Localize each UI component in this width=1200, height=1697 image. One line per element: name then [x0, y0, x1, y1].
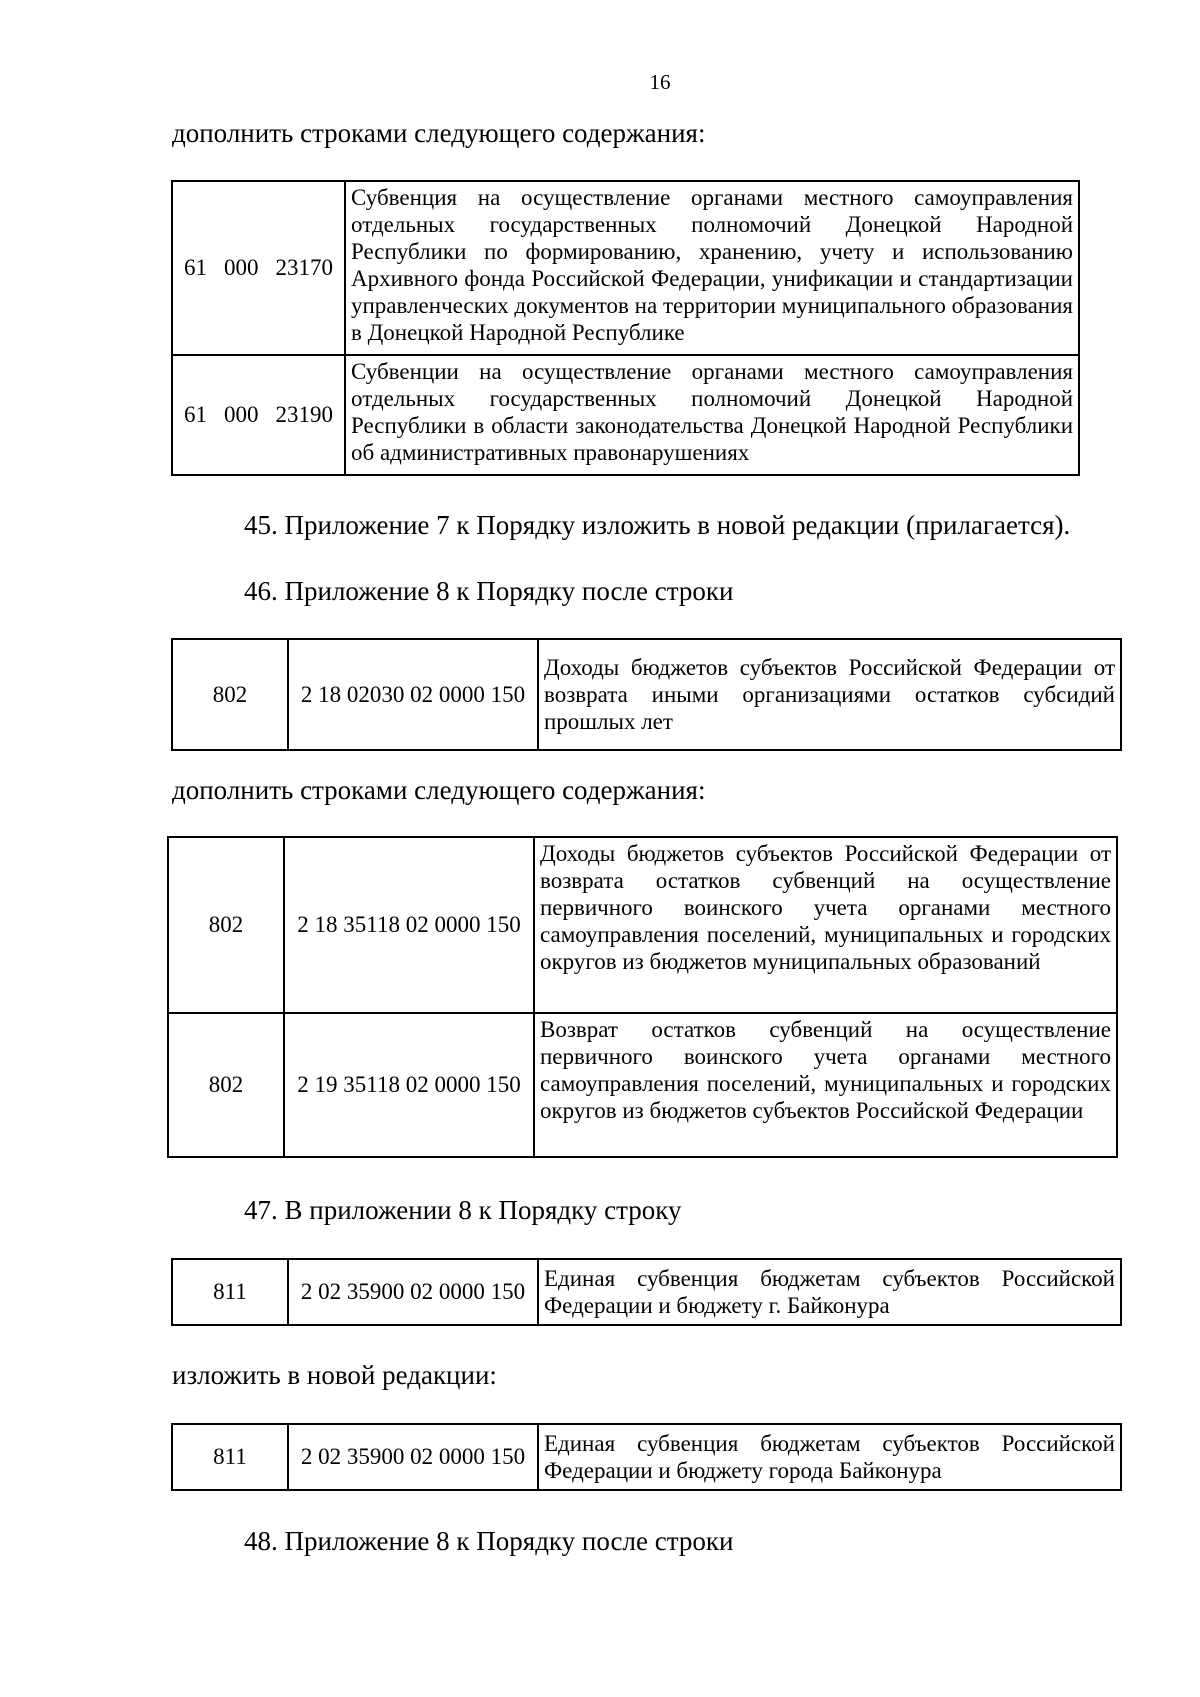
admin-code-cell: 802 [172, 639, 288, 750]
code-part: 61 [184, 255, 207, 280]
paragraph-46: 46. Приложение 8 к Порядку после строки [244, 576, 734, 606]
code-part: 23170 [275, 255, 333, 280]
admin-code-cell: 802 [168, 837, 284, 1013]
description-cell: Субвенции на осуществление органами местного самоуправления отдельных государственных полномочий Донецкой Народной Республики в области законодательства Донецкой Народной Республики об административных правонарушениях [345, 355, 1079, 475]
code-part: 000 [224, 402, 259, 427]
table-row [172, 639, 1121, 750]
budget-code-cell: 2 18 02030 02 0000 150 [288, 639, 538, 750]
table-subvention-row-original [171, 1258, 1122, 1326]
table-row [168, 837, 1117, 1013]
table-income-row-original [171, 638, 1122, 751]
table-row [172, 355, 1079, 475]
description-cell: Доходы бюджетов субъектов Российской Федерации от возврата остатков субвенций на осуществление первичного воинского учета органами местного самоуправления поселений, муниципальных и городских округов из бюджетов муниципальных образований [534, 837, 1117, 1013]
description-cell: Единая субвенция бюджетам субъектов Российской Федерации и бюджету г. Байконура [538, 1259, 1121, 1325]
description-cell: Субвенция на осуществление органами местного самоуправления отдельных государственных полномочий Донецкой Народной Республики по формированию, хранению, учету и использованию Архивного фонда Российской Федерации, унификации и стандартизации управленческих документов на территории муниципального образования в Донецкой Народной Республике [345, 181, 1079, 355]
budget-code-cell: 2 18 35118 02 0000 150 [284, 837, 534, 1013]
code-part: 61 [184, 402, 207, 427]
code-part: 23190 [275, 402, 333, 427]
budget-code-cell: 2 02 35900 02 0000 150 [288, 1259, 538, 1325]
table-row [172, 1259, 1121, 1325]
table-row [172, 181, 1079, 355]
admin-code-cell: 811 [172, 1259, 288, 1325]
code-cell [172, 181, 345, 355]
paragraph-add-rows-1: дополнить строками следующего содержания: [172, 118, 706, 148]
budget-code-cell: 2 19 35118 02 0000 150 [284, 1013, 534, 1157]
page-number: 16 [649, 70, 671, 94]
description-cell: Единая субвенция бюджетам субъектов Российской Федерации и бюджету города Байконура [538, 1424, 1121, 1490]
table-subventions [171, 180, 1080, 476]
paragraph-new-edition: изложить в новой редакции: [172, 1360, 497, 1390]
table-subvention-row-new [171, 1423, 1122, 1491]
code-part: 000 [224, 255, 259, 280]
description-cell: Доходы бюджетов субъектов Российской Федерации от возврата иными организациями остатков субсидий прошлых лет [538, 639, 1121, 750]
paragraph-45: 45. Приложение 7 к Порядку изложить в новой редакции (прилагается). [244, 510, 1071, 540]
description-cell: Возврат остатков субвенций на осуществление первичного воинского учета органами местного самоуправления поселений, муниципальных и городских округов из бюджетов субъектов Российской Федерации [534, 1013, 1117, 1157]
table-income-rows-added [167, 836, 1118, 1158]
admin-code-cell: 811 [172, 1424, 288, 1490]
table-row [168, 1013, 1117, 1157]
paragraph-add-rows-2: дополнить строками следующего содержания: [172, 775, 706, 805]
paragraph-47: 47. В приложении 8 к Порядку строку [244, 1195, 682, 1225]
code-cell [172, 355, 345, 475]
budget-code-cell: 2 02 35900 02 0000 150 [288, 1424, 538, 1490]
table-row [172, 1424, 1121, 1490]
admin-code-cell: 802 [168, 1013, 284, 1157]
paragraph-48: 48. Приложение 8 к Порядку после строки [244, 1526, 734, 1556]
